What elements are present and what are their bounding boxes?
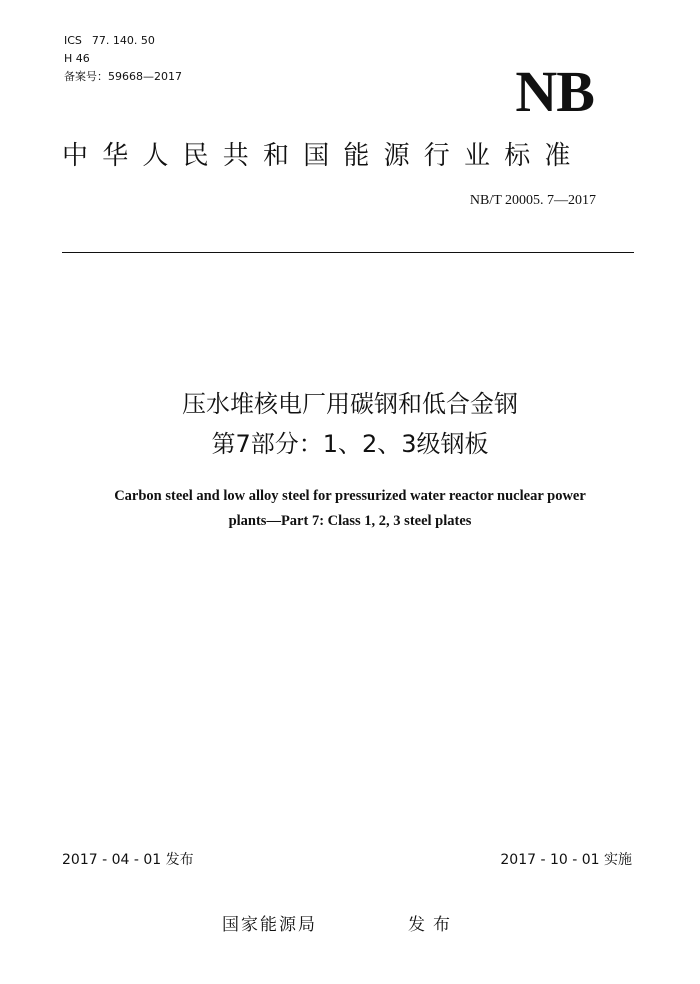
chinese-title-line-1: 压水堆核电厂用碳钢和低合金钢 (182, 390, 518, 418)
english-title-line-2: plants—Part 7: Class 1, 2, 3 steel plates (228, 513, 472, 529)
organization-title: 中华人民共和国能源行业标准 (62, 141, 585, 171)
chinese-title (0, 384, 700, 464)
issue-date: 2017 - 04 - 01 发布 (62, 852, 194, 868)
header-divider (62, 252, 634, 253)
chinese-title-line-2: 第7部分：1、2、3级钢板 (211, 430, 489, 458)
publish-label: 发布 (408, 915, 458, 935)
ics-line (64, 32, 182, 50)
ics-code: 77. 140. 50 (91, 34, 155, 47)
english-title-line-1: Carbon steel and low alloy steel for pressurized water reactor nuclear power (114, 488, 586, 504)
publisher-name: 国家能源局 (222, 915, 317, 935)
standard-number: NB/T 20005. 7—2017 (469, 193, 596, 208)
classification-block (64, 32, 182, 86)
ics-label: ICS (64, 34, 82, 47)
record-number: 备案号：59668—2017 (64, 70, 182, 83)
nb-logo: NB (515, 59, 594, 124)
category-code: H 46 (64, 52, 90, 65)
english-title (0, 484, 700, 534)
implementation-date: 2017 - 10 - 01 实施 (500, 852, 632, 868)
